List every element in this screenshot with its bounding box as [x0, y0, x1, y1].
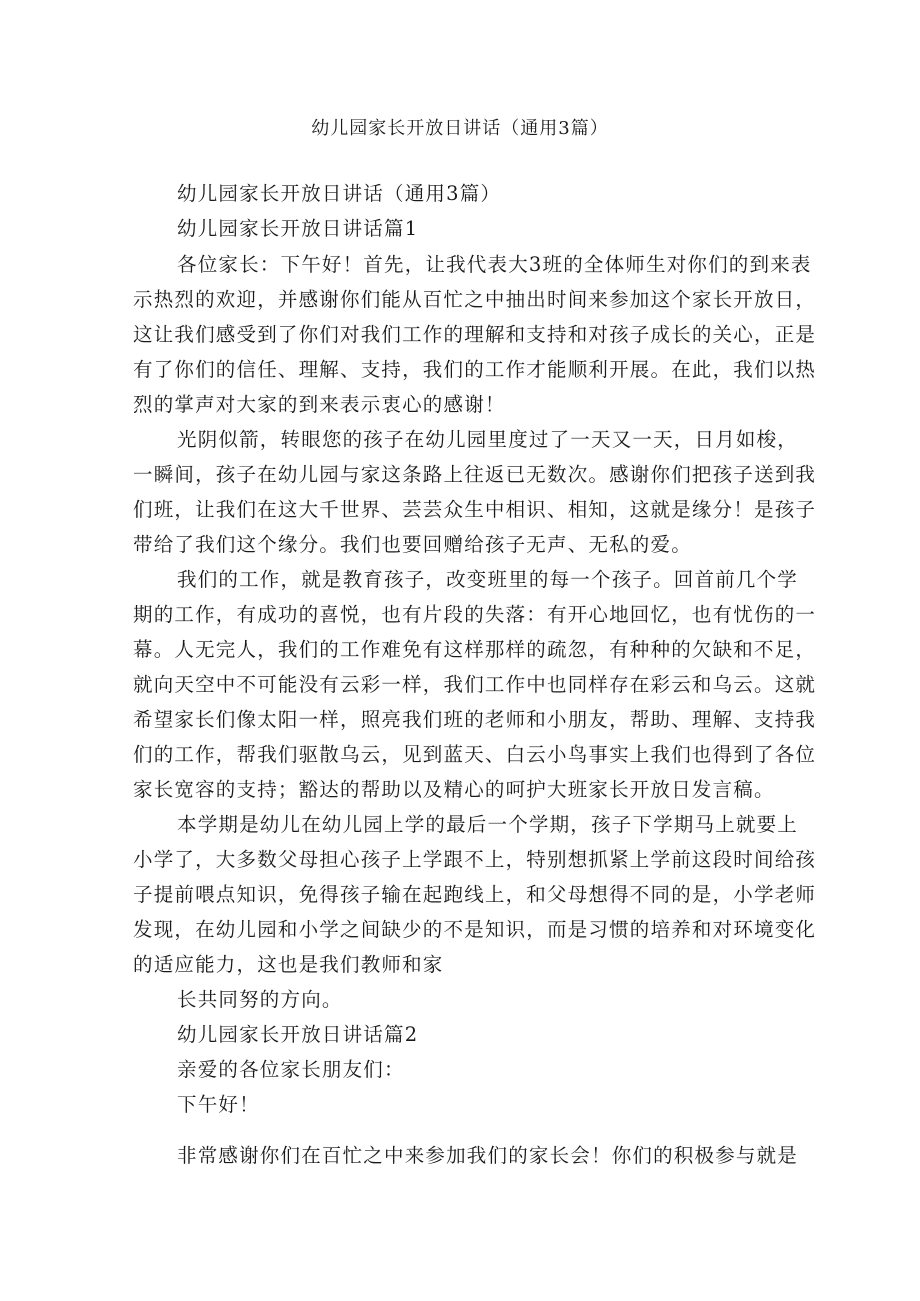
paragraph-line: 非常感谢你们在百忙之中来参加我们的家长会！你们的积极参与就是: [177, 1144, 799, 1167]
paragraph-line: 们的工作，帮我们驱散乌云，见到蓝天、白云小鸟事实上我们也得到了各位: [133, 743, 817, 766]
paragraph-line: 我们的工作，就是教育孩子，改变班里的每一个孩子。回首前几个学: [177, 568, 799, 591]
document-title: 幼儿园家长开放日讲话（通用3篇）: [311, 118, 609, 139]
paragraph-line: 小学了，大多数父母担心孩子上学跟不上，特别想抓紧上学前这段时间给孩: [133, 848, 817, 871]
paragraph-line: 有了你们的信任、理解、支持，我们的工作才能顺利开展。在此，我们以热: [133, 358, 817, 381]
paragraph-line: 就向天空中不可能没有云彩一样，我们工作中也同样存在彩云和乌云。这就: [133, 673, 817, 696]
paragraph-line: 期的工作，有成功的喜悦，也有片段的失落：有开心地回忆，也有忧伤的一: [133, 603, 817, 626]
paragraph-line: 长共同努的方向。: [177, 988, 343, 1011]
paragraph-line: 本学期是幼儿在幼儿园上学的最后一个学期，孩子下学期马上就要上: [177, 813, 799, 836]
paragraph-line: 各位家长：下午好！首先，让我代表大3班的全体师生对你们的到来表: [177, 253, 812, 276]
paragraph-line: 示热烈的欢迎，并感谢你们能从百忙之中抽出时间来参加这个家长开放日，: [133, 288, 817, 311]
paragraph-line: 一瞬间，孩子在幼儿园与家这条路上往返已无数次。感谢你们把孩子送到我: [133, 463, 817, 486]
paragraph-line: 光阴似箭，转眼您的孩子在幼儿园里度过了一天又一天，日月如梭，: [177, 428, 799, 451]
paragraph-line: 烈的掌声对大家的到来表示衷心的感谢！: [133, 393, 506, 416]
paragraph-line: 带给了我们这个缘分。我们也要回赠给孩子无声、无私的爱。: [133, 533, 692, 556]
section-heading-2: 幼儿园家长开放日讲话篇2: [177, 1023, 419, 1046]
salutation-line: 亲爱的各位家长朋友们：: [177, 1058, 405, 1081]
greeting-line: 下午好！: [177, 1093, 260, 1116]
paragraph-line: 家长宽容的支持；豁达的帮助以及精心的呵护大班家长开放日发言稿。: [133, 778, 775, 801]
paragraph-line: 们班，让我们在这大千世界、芸芸众生中相识、相知，这就是缘分！是孩子: [133, 498, 817, 521]
section-heading-1: 幼儿园家长开放日讲话篇1: [177, 217, 419, 240]
subtitle-line: 幼儿园家长开放日讲话（通用3篇）: [177, 182, 502, 205]
paragraph-line: 希望家长们像太阳一样，照亮我们班的老师和小朋友，帮助、理解、支持我: [133, 708, 817, 731]
paragraph-line: 的适应能力，这也是我们教师和家: [133, 953, 444, 976]
paragraph-line: 幕。人无完人，我们的工作难免有这样那样的疏忽，有种种的欠缺和不足，: [133, 638, 817, 661]
paragraph-line: 发现，在幼儿园和小学之间缺少的不是知识，而是习惯的培养和对环境变化: [133, 918, 817, 941]
paragraph-line: 子提前喂点知识，免得孩子输在起跑线上，和父母想得不同的是，小学老师: [133, 883, 817, 906]
paragraph-line: 这让我们感受到了你们对我们工作的理解和支持和对孩子成长的关心，正是: [133, 323, 817, 346]
